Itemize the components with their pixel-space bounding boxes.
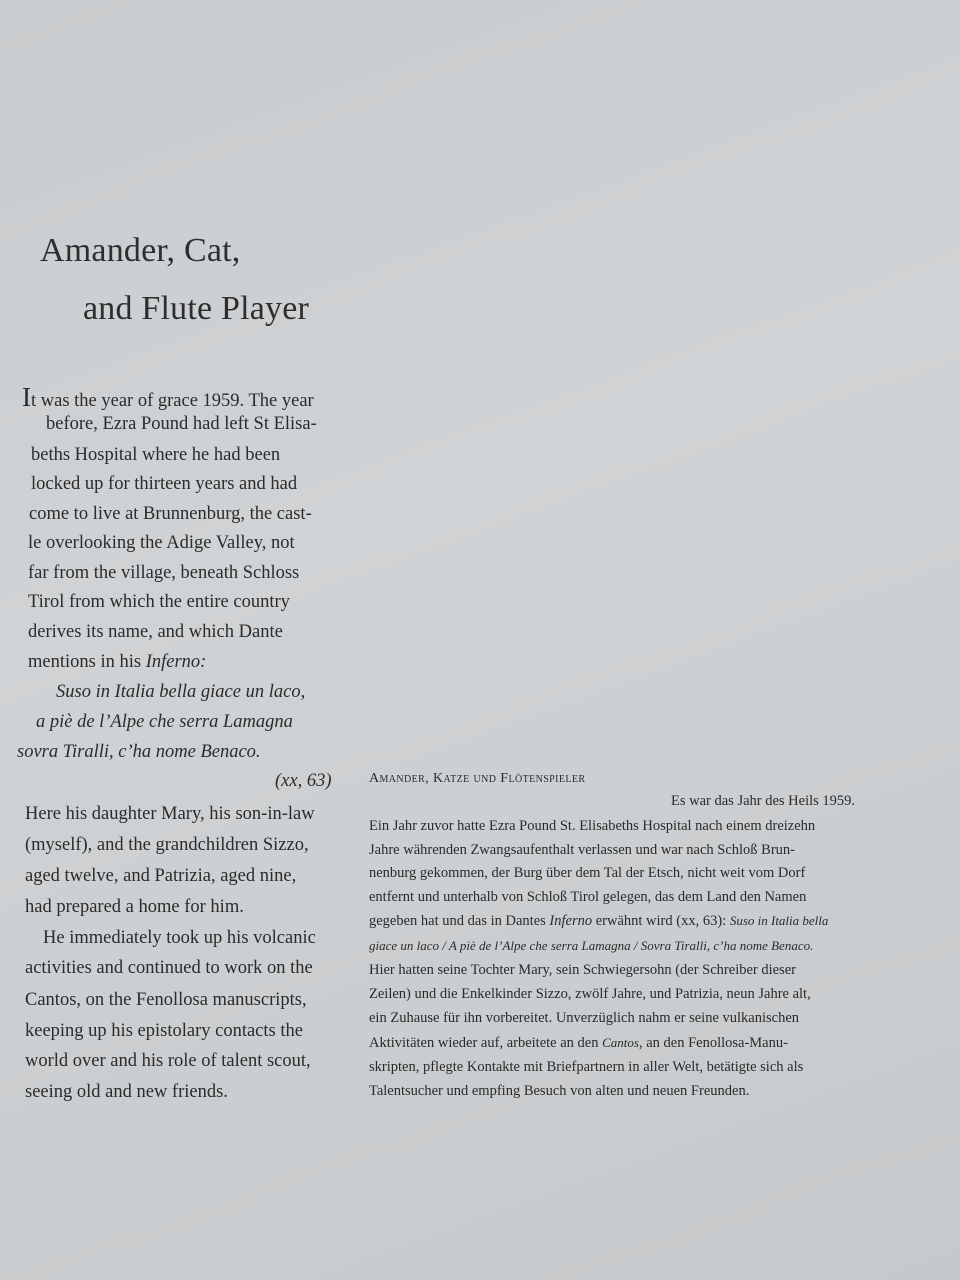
quote-citation: (xx, 63) xyxy=(275,771,332,791)
english-para3-line-3: Cantos, on the Fenollosa manuscripts, xyxy=(25,990,307,1010)
german-line-13: Talentsucher und empfing Besuch von alten und neuen Freunden. xyxy=(369,1083,750,1099)
german-line-8: Hier hatten seine Tochter Mary, sein Schwiegersohn (der Schreiber dieser xyxy=(369,962,796,978)
english-line-2: before, Ezra Pound had left St Elisa- xyxy=(46,414,317,434)
english-line-10-text: mentions in his xyxy=(28,652,142,672)
german-inferno-title: Inferno xyxy=(549,913,593,929)
german-line-4: nenburg gekommen, der Burg über dem Tal der Etsch, nicht weit vom Dorf xyxy=(369,865,806,881)
german-quote-start: Suso in Italia bella xyxy=(729,913,829,928)
english-line-7: far from the village, beneath Schloss xyxy=(28,563,300,583)
english-para2-line-1: Here his daughter Mary, his son-in-law xyxy=(25,804,315,824)
german-quote-line xyxy=(369,938,813,955)
english-line-8: Tirol from which the entire country xyxy=(28,592,290,612)
english-line-4: locked up for thirteen years and had xyxy=(31,474,298,494)
german-line-11 xyxy=(369,1035,788,1052)
german-line-11-c: , an den Fenollosa-Manu- xyxy=(638,1035,788,1051)
german-cantos-title: Cantos xyxy=(602,1035,639,1050)
english-line-9: derives its name, and which Dante xyxy=(28,622,283,642)
english-line-3: beths Hospital where he had been xyxy=(31,445,281,465)
german-line-5: entfernt und unterhalb von Schloß Tirol gelegen, das dem Land den Namen xyxy=(369,889,807,905)
german-line-9: Zeilen) und die Enkelkinder Sizzo, zwölf Jahre, und Patrizia, neun Jahre alt, xyxy=(369,986,811,1002)
german-line-11-a: Aktivitäten wieder auf, arbeitete an den xyxy=(369,1035,603,1051)
german-line-10: ein Zuhause für ihn vorbereitet. Unverzüglich nahm er seine vulkanischen xyxy=(369,1010,800,1026)
english-para3-line-6: seeing old and new friends. xyxy=(25,1082,228,1102)
english-line-10 xyxy=(28,652,206,673)
english-para2-line-3: aged twelve, and Patrizia, aged nine, xyxy=(25,866,297,886)
german-line-1: Es war das Jahr des Heils 1959. xyxy=(671,793,856,809)
german-line-6-a: gegeben hat und das in Dantes xyxy=(369,913,550,929)
quote-line-2: a piè de l’Alpe che serra Lamagna xyxy=(36,712,293,732)
english-line-1 xyxy=(22,384,314,412)
german-line-2: Ein Jahr zuvor hatte Ezra Pound St. Elisabeths Hospital nach einem dreizehn xyxy=(369,818,816,834)
english-line-1-text: t was the year of grace 1959. The year xyxy=(31,391,314,411)
page-title-line-2: and Flute Player xyxy=(83,290,310,327)
german-line-6 xyxy=(369,913,828,930)
page-title-line-1: Amander, Cat, xyxy=(40,232,241,269)
german-quote-text: giace un laco / A piè de l’Alpe che serra Lamagna / Sovra Tiralli, c’ha nome Benaco. xyxy=(369,938,814,953)
english-para3-line-5: world over and his role of talent scout, xyxy=(25,1051,311,1071)
german-line-6-c: erwähnt wird (xx, 63): xyxy=(592,913,730,929)
english-para2-line-2: (myself), and the grandchildren Sizzo, xyxy=(25,835,309,855)
inferno-title: Inferno: xyxy=(145,652,207,672)
drop-cap: I xyxy=(22,382,31,412)
english-para2-line-4: had prepared a home for him. xyxy=(25,897,244,917)
english-para3-line-2: activities and continued to work on the xyxy=(25,958,313,978)
german-line-12: skripten, pflegte Kontakte mit Briefpartnern in aller Welt, betätigte sich als xyxy=(369,1059,804,1075)
quote-line-1: Suso in Italia bella giace un laco, xyxy=(56,682,306,702)
german-heading: Amander, Katze und Flötenspieler xyxy=(369,771,586,786)
english-line-5: come to live at Brunnenburg, the cast- xyxy=(29,504,312,524)
english-para3-line-1: He immediately took up his volcanic xyxy=(43,928,316,948)
quote-line-3: sovra Tiralli, c’ha nome Benaco. xyxy=(17,742,261,762)
english-line-6: le overlooking the Adige Valley, not xyxy=(28,533,295,553)
english-para3-line-4: keeping up his epistolary contacts the xyxy=(25,1021,303,1041)
german-line-3: Jahre währenden Zwangsaufenthalt verlassen und war nach Schloß Brun- xyxy=(369,842,795,858)
